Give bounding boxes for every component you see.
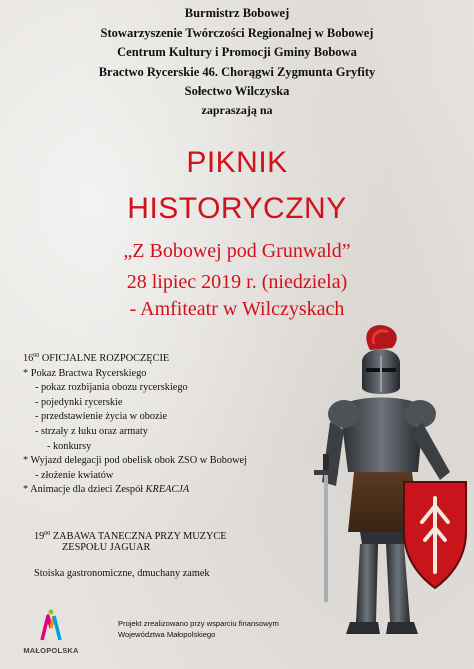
opening-label: OFICJALNE ROZPOCZĘCIE <box>41 353 170 364</box>
funding-note-line: Województwa Małopolskiego <box>118 630 216 639</box>
organizer-line: Centrum Kultury i Promocji Gminy Bobowa <box>117 45 357 60</box>
logo-text: MAŁOPOLSKA <box>23 646 79 655</box>
organizer-line: Stowarzyszenie Twórczości Regionalnej w Bobowej <box>100 25 374 40</box>
program-item: - złożenie kwiatów <box>35 469 114 481</box>
opening-minutes: 00 <box>33 353 40 359</box>
stalls-text: Stoiska gastronomiczne, dmuchany zamek <box>34 568 210 579</box>
animation-line <box>23 483 343 498</box>
opening-hour: 16 <box>23 353 34 364</box>
event-venue: - Amfiteatr w Wilczyskach <box>129 298 345 320</box>
program-item: * Pokaz Bractwa Rycerskiego <box>23 367 147 379</box>
organizer-line: Burmistrz Bobowej <box>184 6 290 20</box>
dance-title: ZABAWA TANECZNA PRZY MUZYCE <box>52 531 227 542</box>
opening-line <box>23 349 343 367</box>
event-slogan: „Z Bobowej pod Grunwald” <box>123 240 351 262</box>
program-list <box>23 349 343 498</box>
program-item: * Wyjazd delegacji pod obelisk obok ZSO w Bobowej <box>23 455 247 467</box>
title-line-1: PIKNIK <box>186 146 288 179</box>
title-line-2: HISTORYCZNY <box>127 192 347 225</box>
dance-line-2: ZESPOŁU JAGUAR <box>62 542 151 553</box>
program-item: - strzały z łuku oraz armaty <box>35 425 148 437</box>
program-item: - konkursy <box>47 440 92 452</box>
funding-note <box>118 618 279 640</box>
dance-minutes: 00 <box>44 531 51 537</box>
program-item: - przedstawienie życia w obozie <box>35 411 168 423</box>
program-item: - pojedynki rycerskie <box>35 396 123 408</box>
malopolska-logo <box>20 606 82 660</box>
organizer-line: Bractwo Rycerskie 46. Chorągwi Zygmunta Gryfity <box>98 64 376 79</box>
invite-text: zapraszają na <box>201 102 273 117</box>
program-item: - pokaz rozbijania obozu rycerskiego <box>35 382 188 394</box>
organizers-block <box>0 4 474 119</box>
animation-prefix: * Animacje dla dzieci Zespół <box>23 484 146 496</box>
knight-illustration <box>300 322 474 647</box>
organizer-line: Sołectwo Wilczyska <box>184 84 290 99</box>
funding-note-line: Projekt zrealizowano przy wsparciu finansowym <box>118 619 279 628</box>
event-date: 28 lipiec 2019 r. (niedziela) <box>126 271 348 293</box>
dance-hour: 19 <box>34 531 45 542</box>
malopolska-logo-mark <box>20 606 82 646</box>
animation-group: KREACJA <box>145 484 190 496</box>
